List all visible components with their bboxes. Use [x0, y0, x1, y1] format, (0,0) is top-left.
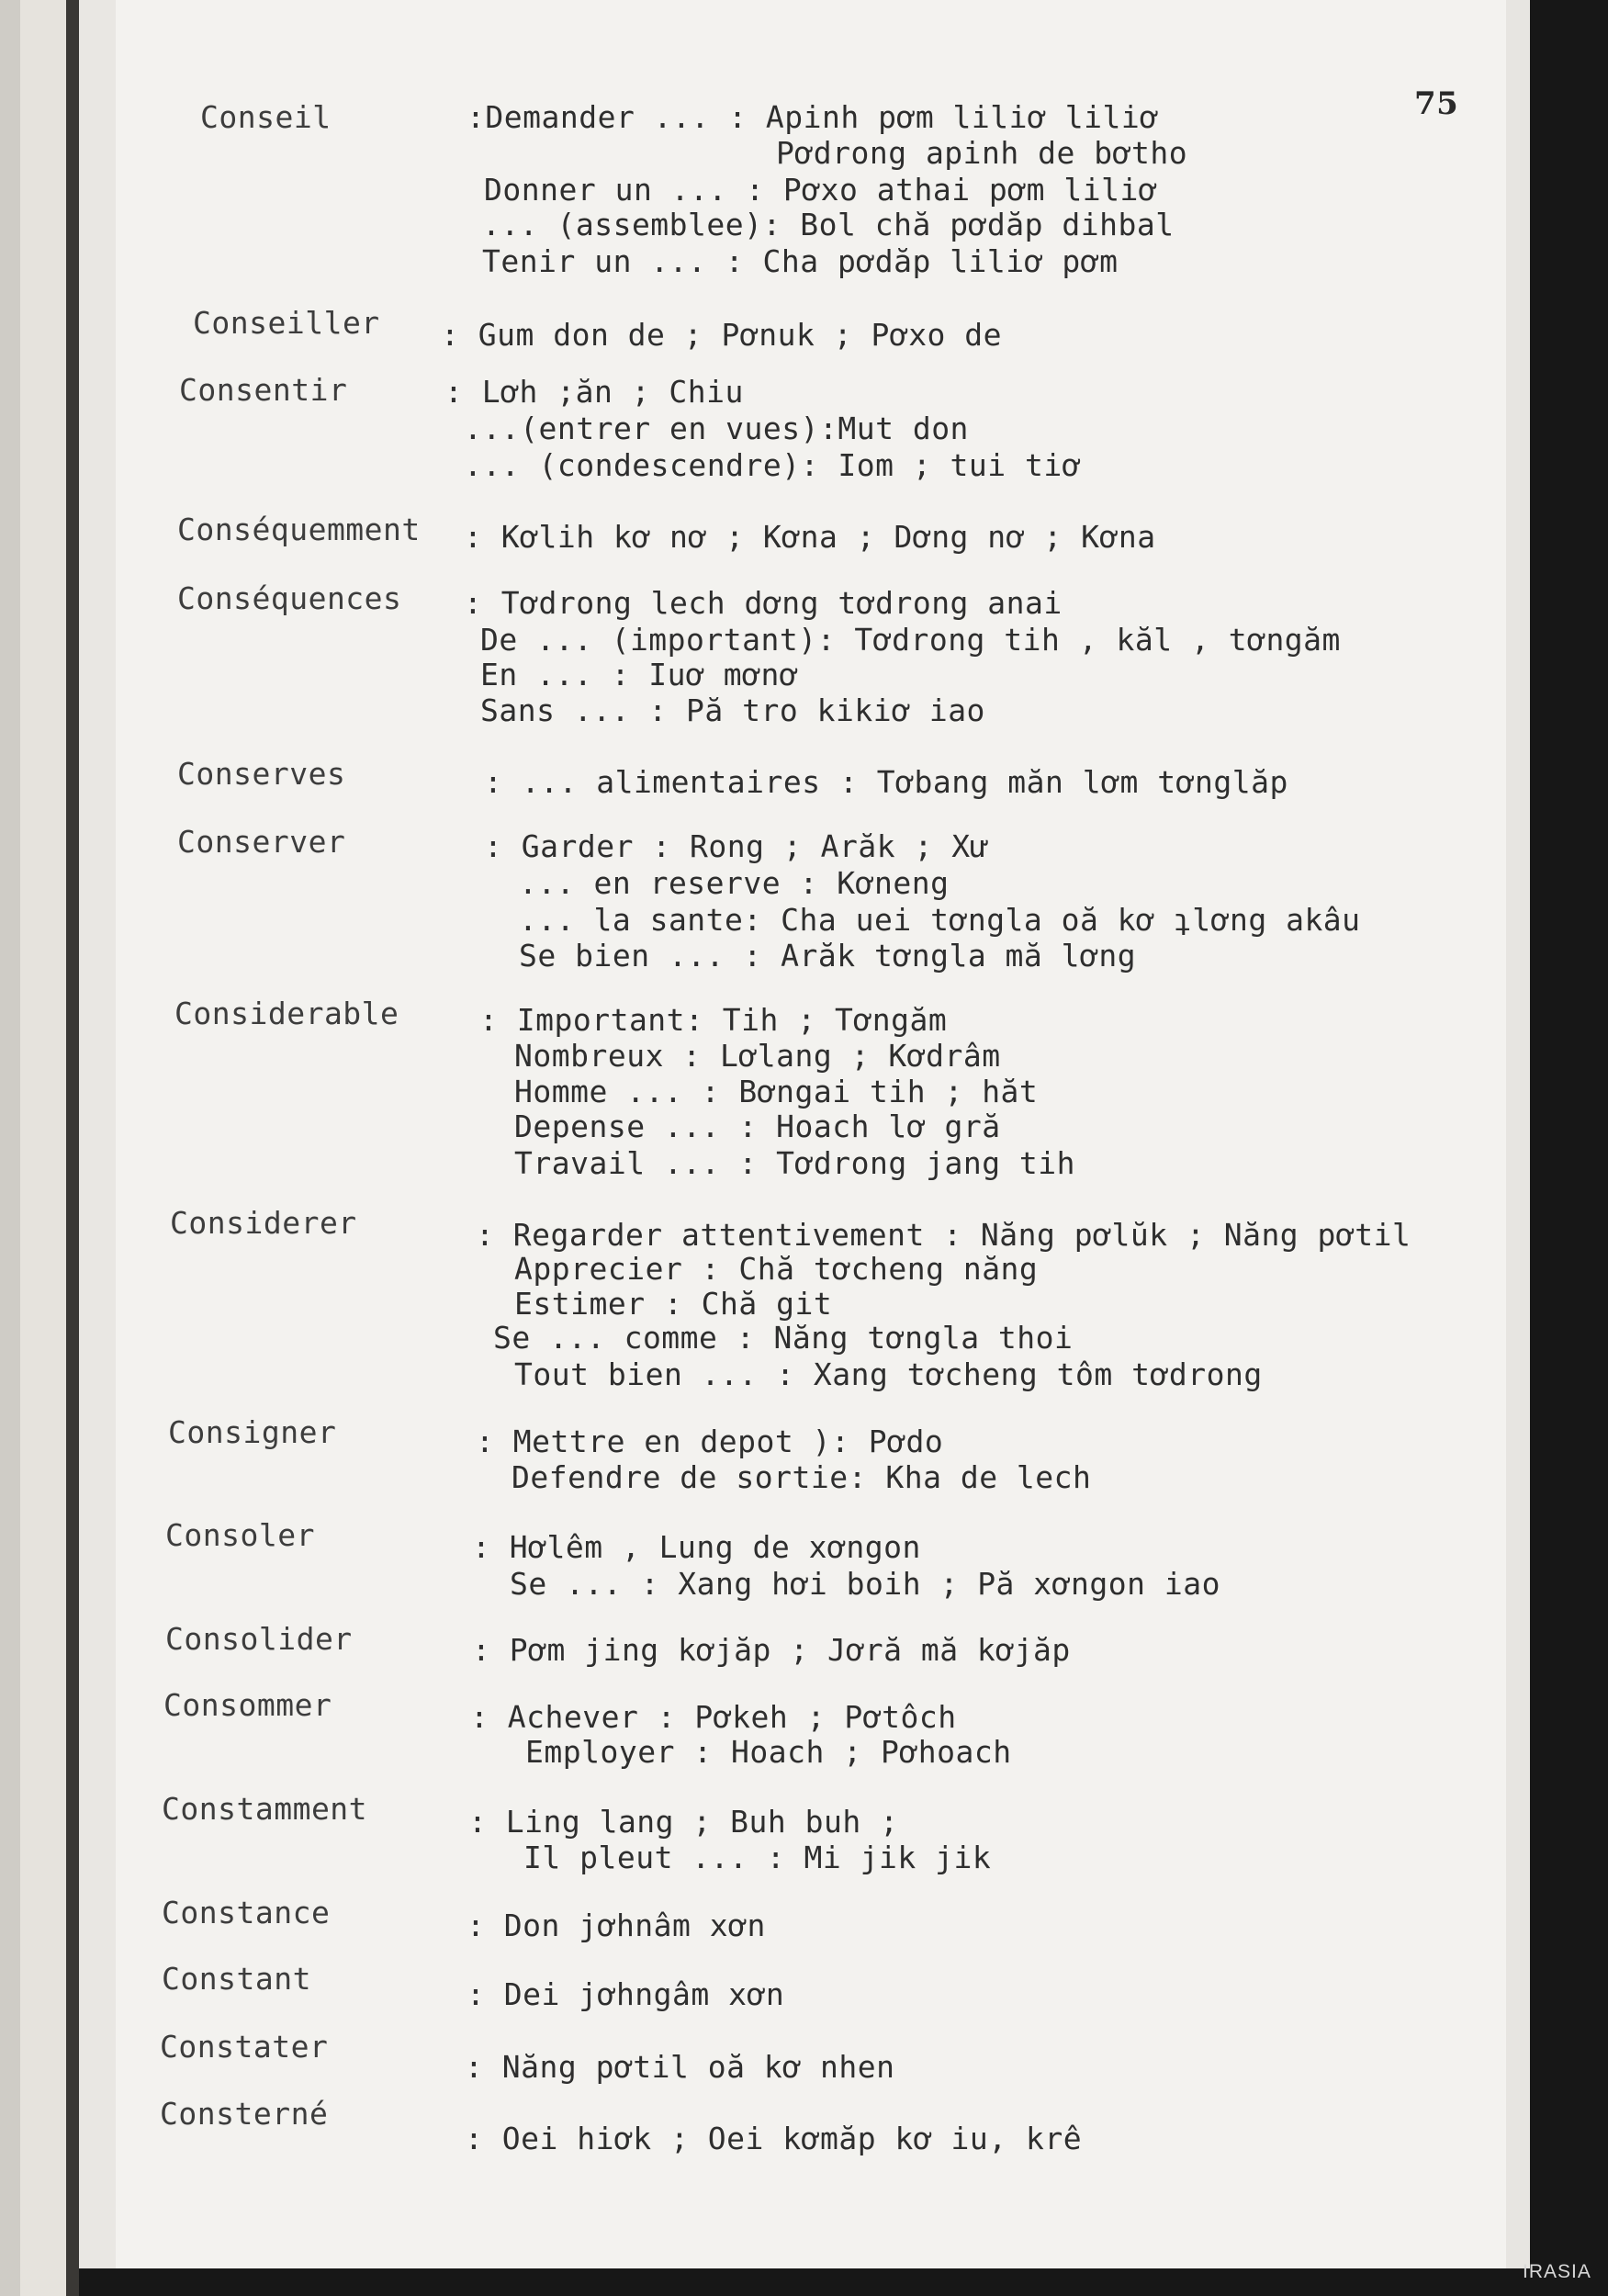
entry-headword: Constamment	[162, 1791, 368, 1827]
entry-headword: Considerer	[170, 1205, 357, 1241]
entry-line: De ... (important): Tơdrong tih , kăl , tơngăm	[480, 622, 1341, 658]
entry-headword: Conseiller	[193, 305, 380, 341]
entry-line: : ... alimentaires : Tơbang măn lơm tơnglăp	[484, 764, 1288, 800]
entry-line: : Dei jơhngâm xơn	[467, 1976, 785, 2012]
entry-line: : Gum don de ; Pơnuk ; Pơxo de	[441, 317, 1003, 353]
entry-line: ... (assemblee): Bol chă pơdăp dihbal	[482, 207, 1175, 242]
entry-headword: Conséquences	[177, 580, 402, 616]
entry-line: : Ling lang ; Buh buh ;	[468, 1804, 899, 1840]
entry-headword: Consentir	[179, 372, 348, 408]
entry-line: : Tơdrong lech dơng tơdrong anai	[464, 585, 1063, 621]
entry-line: Se ... comme : Năng tơngla thoi	[493, 1320, 1074, 1356]
entry-line: : Mettre en depot ): Pơdo	[476, 1424, 944, 1459]
entry-headword: Conséquemment	[177, 512, 421, 547]
entry-headword: Constance	[162, 1895, 331, 1930]
entry-line: Se bien ... : Arăk tơngla mă lơng	[519, 938, 1137, 974]
entry-line: ...(entrer en vues):Mut don	[464, 411, 969, 446]
entry-line: Il pleut ... : Mi jik jik	[523, 1840, 992, 1875]
page-number: 75	[1414, 85, 1459, 122]
entry-line: Depense ... : Hoach lơ gră	[514, 1109, 1001, 1144]
entry-line: En ... : Iuơ mơnơ	[480, 657, 799, 692]
watermark: IRASIA	[1523, 2261, 1591, 2282]
entry-line: Donner un ... : Pơxo athai pơm liliơ	[484, 172, 1158, 208]
entry-line: : Regarder attentivement : Năng pơlŭk ; Năng pơtil	[476, 1217, 1411, 1253]
entry-headword: Consolider	[165, 1621, 353, 1657]
entry-line: : Don jơhnâm xơn	[467, 1908, 766, 1943]
entry-headword: Considerable	[174, 996, 399, 1031]
entry-line: Defendre de sortie: Kha de lech	[512, 1459, 1092, 1495]
entry-line: : Achever : Pơkeh ; Pơtôch	[470, 1699, 957, 1735]
entry-headword: Conseil	[200, 99, 332, 135]
entry-line: Homme ... : Bơngai tih ; hăt	[514, 1074, 1039, 1109]
entry-line: Sans ... : Pă tro kikiơ iao	[480, 692, 985, 728]
entry-line: Tenir un ... : Cha pơdăp liliơ pơm	[482, 243, 1119, 279]
entry-line: Nombreux : Lơlang ; Kơdrâm	[514, 1038, 1001, 1074]
entry-line: : Pơm jing kơjăp ; Jơră mă kơjăp	[472, 1632, 1071, 1668]
entry-headword: Constant	[162, 1961, 311, 1997]
entry-line: Se ... : Xang hơi boih ; Pă xơngon iao	[510, 1566, 1220, 1602]
entry-line: Travail ... : Tơdrong jang tih	[514, 1145, 1076, 1181]
entry-headword: Conserves	[177, 756, 346, 792]
entry-line: ... (condescendre): Iom ; tui tiơ	[464, 447, 1082, 483]
entry-line: Tout bien ... : Xang tơcheng tôm tơdrong	[514, 1356, 1263, 1392]
entry-headword: Consterné	[160, 2096, 329, 2132]
entry-headword: Consoler	[165, 1517, 315, 1553]
entry-headword: Consigner	[168, 1414, 337, 1450]
entry-line: ... la sante: Cha uei tơngla oă kơ ʇlơng akâu	[519, 902, 1361, 938]
entry-line: : Oei hiơk ; Oei kơmăp kơ iu, krê	[465, 2121, 1083, 2156]
entry-line: :Demander ... : Apinh pơm liliơ liliơ	[467, 99, 1159, 135]
entry-line: : Important: Tih ; Tơngăm	[479, 1002, 948, 1038]
entry-headword: Conserver	[177, 824, 346, 860]
entry-line: : Hơlêm , Lung de xơngon	[472, 1529, 921, 1565]
entry-line: Apprecier : Chă tơcheng năng	[514, 1251, 1039, 1287]
entry-line: ... en reserve : Kơneng	[519, 865, 950, 901]
entry-line: : Kơlih kơ nơ ; Kơna ; Dơng nơ ; Kơna	[464, 519, 1156, 555]
entry-line: : Garder : Rong ; Arăk ; Xư	[484, 828, 989, 864]
entry-line: Employer : Hoach ; Pơhoach	[525, 1734, 1012, 1770]
entry-headword: Constater	[160, 2029, 329, 2065]
entry-line: Pơdrong apinh de bơtho	[776, 135, 1188, 171]
entry-line: : Lơh ;ăn ; Chiu	[444, 374, 744, 410]
entry-line: : Năng pơtil oă kơ nhen	[465, 2049, 895, 2085]
entry-line: Estimer : Chă git	[514, 1286, 833, 1322]
entry-headword: Consommer	[163, 1687, 332, 1723]
